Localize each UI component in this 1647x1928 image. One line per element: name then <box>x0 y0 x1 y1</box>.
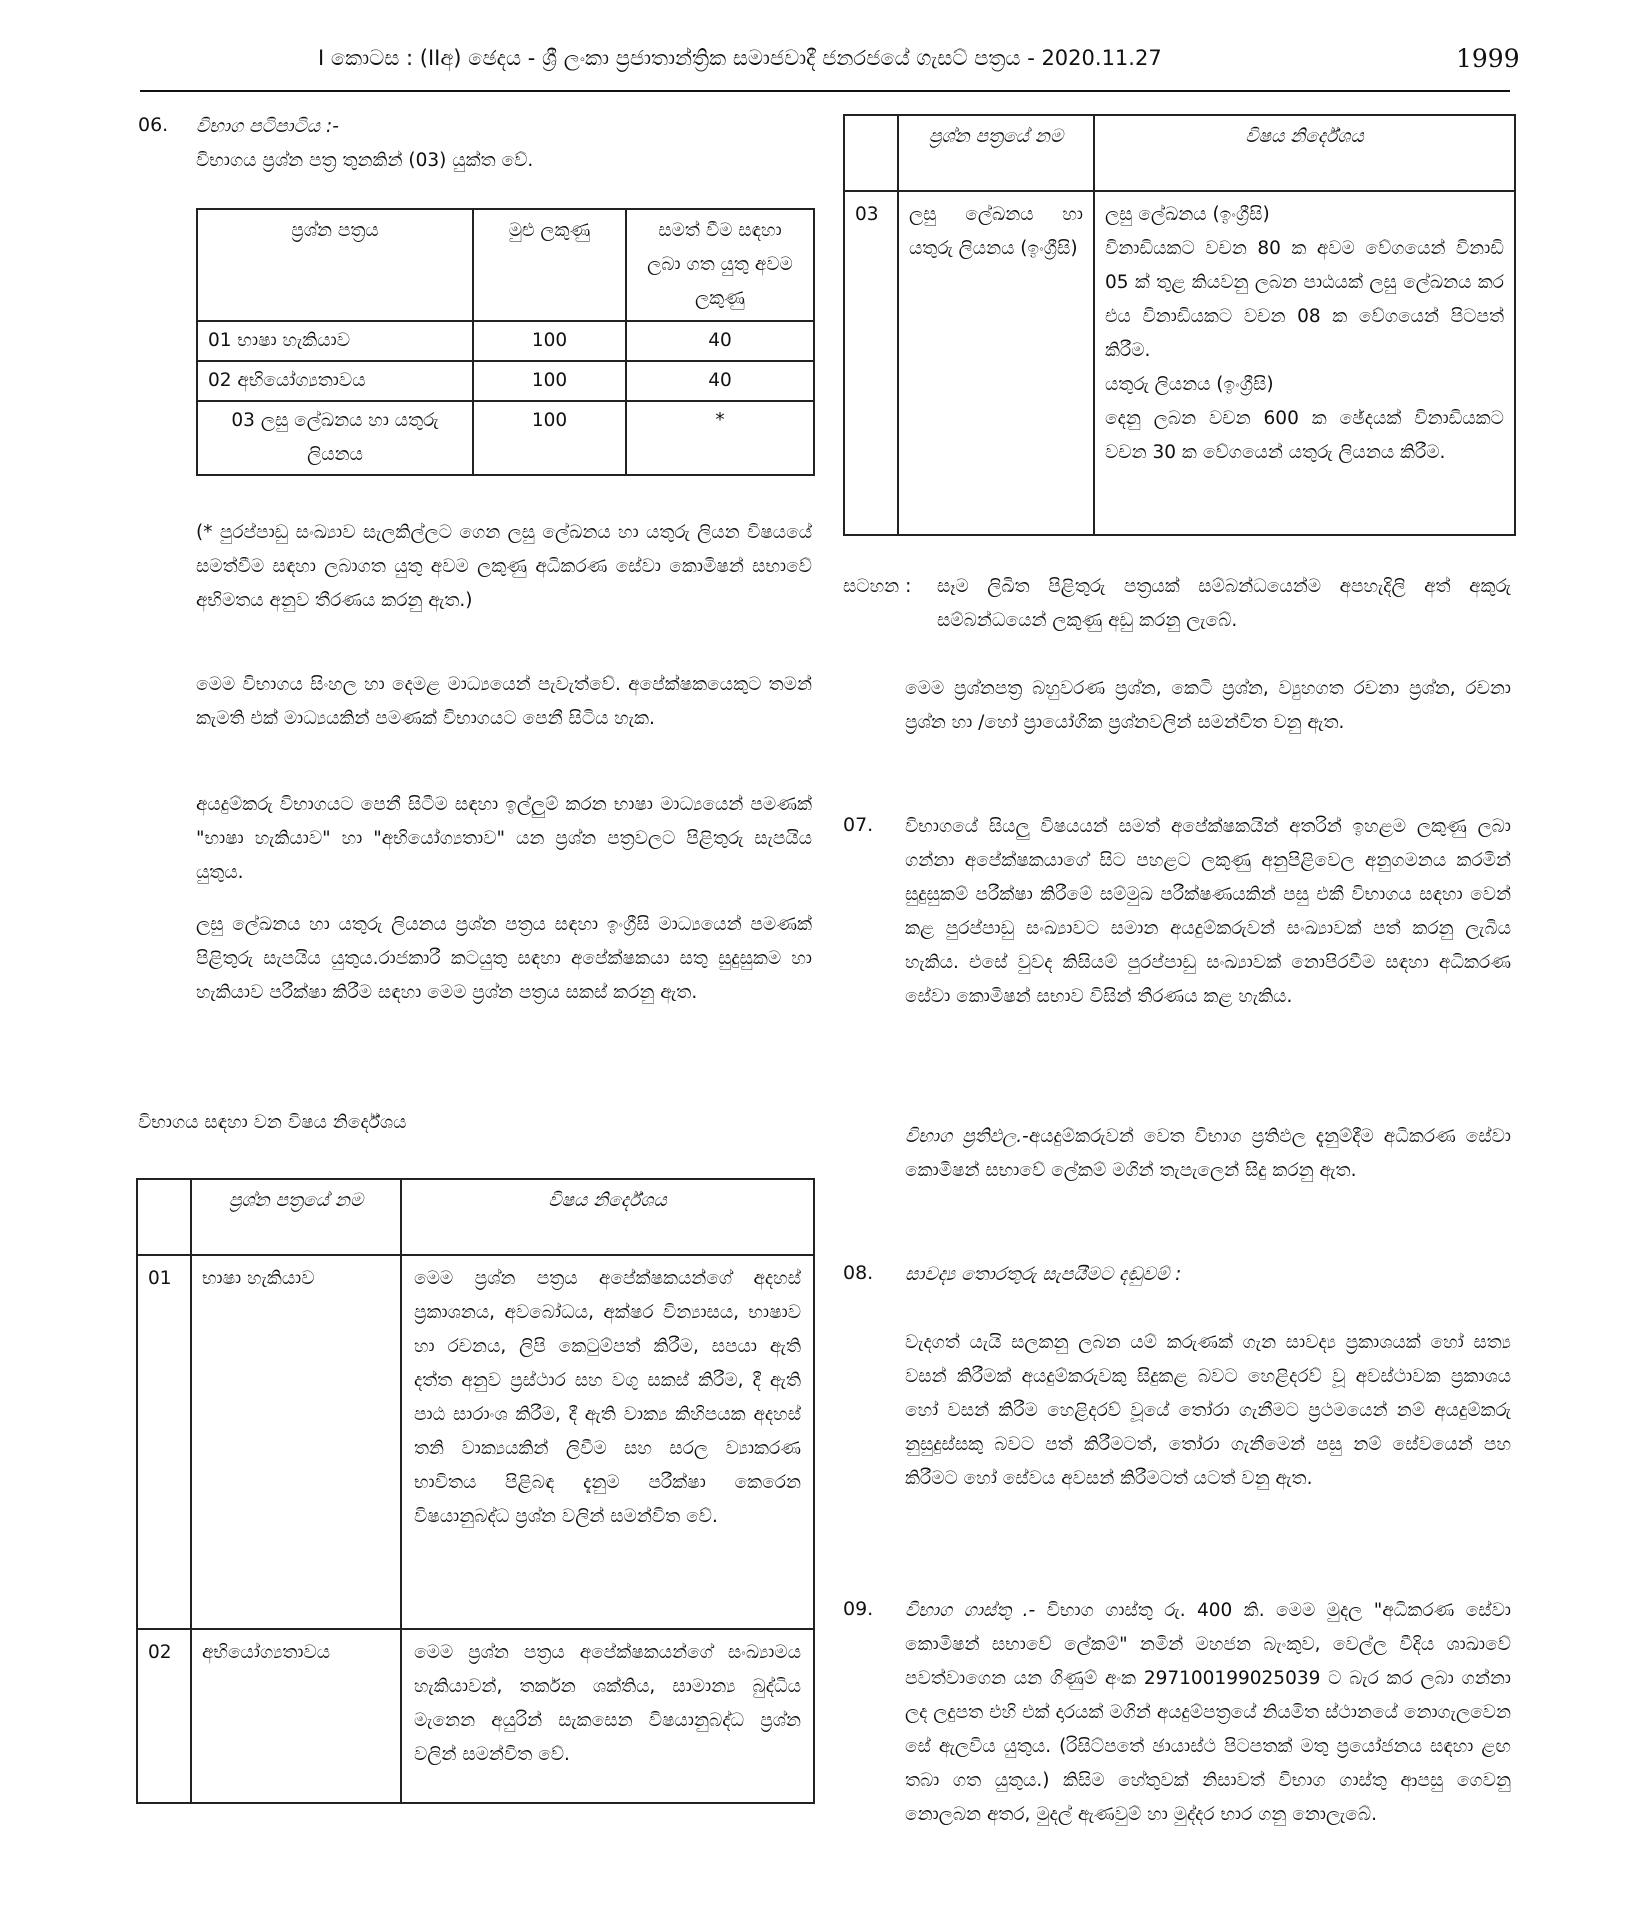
shorthand-description: විනාඩියකට වචන 80 ක අවම වේගයෙන් විනාඩි 05 ක් තුළ කියවනු ලබන පාඨයක් ලසු ලේඛනය කර එය විනාඩියකට වචන 08 ක වේගයෙන් පිටපත් කිරීම. <box>1105 238 1504 361</box>
section-08-number: 08. <box>843 1262 874 1284</box>
table-row <box>197 321 814 361</box>
marks-paper-cell: 02 අභියෝග්‍යතාවය <box>197 361 473 401</box>
marks-table <box>196 208 815 476</box>
section-09-text: විභාග ගාස්තු රු. 400 කි. මෙම මුදල "අධිකරණ සේවා කොමිෂන් සභාවේ ලේකම්" නමින් මහජන බැංකුව, වෙල්ල වීදිය ශාඛාවේ පවත්වාගෙන යන ගිණුම් අංක 297100199025039 ට බැර කර ලබා ගන්නා ලද ලදුපත එහි එක් දාරයක් මගින් අයදුම්පත්‍රයේ නියමිත ස්ථානයේ නොගැලවෙන සේ ඇලවිය යුතුය. (රිසිට්පතේ ඡායාස්ථ පිටපතක් මතු ප්‍රයෝජනය සඳහා ළඟ තබා ගත යුතුය.) කිසිම හේතුවක් නිසාවත් විභාග ගාස්තු ආපසු ගෙවනු නොලබන අතර, මුදල් ඇණවුම් හා මුද්දර භාර ගනු නොලැබේ. <box>905 1600 1511 1825</box>
marks-paper-cell: 03 ලසු ලේඛනය හා යතුරු ලියනය <box>197 401 473 475</box>
marks-total-cell: 100 <box>473 401 626 475</box>
syllabus-col-no <box>137 1179 191 1255</box>
results-paragraph <box>905 1120 1511 1188</box>
syllabus-col-name: ප්‍රශ්න පත්‍රයේ නම <box>191 1179 401 1255</box>
syllabus-no-cell: 01 <box>137 1255 191 1629</box>
marks-total-cell: 100 <box>473 361 626 401</box>
marks-col-pass: සමත් වීම සඳහා ලබා ගත යුතු අවම ලකුණු <box>626 209 814 321</box>
typing-description: දෙනු ලබන වචන 600 ක ඡේදයක් විනාඩියකට වචන 30 ක වේගයෙන් යතුරු ලියනය කිරීම. <box>1105 408 1504 463</box>
marks-paper-cell: 01 භාෂා හැකියාව <box>197 321 473 361</box>
note-paragraph: මෙම ප්‍රශ්නපත්‍ර බහුවරණ ප්‍රශ්න, කෙටි ප්‍රශ්න, ව්‍යුහගත රචනා ප්‍රශ්න, රචනා ප්‍රශ්න හා /හෝ ප්‍රායෝගික ප්‍රශ්නවලින් සමන්විත වනු ඇත. <box>905 678 1511 733</box>
syllabus-table-header <box>844 115 1515 191</box>
table-row <box>844 191 1515 535</box>
syllabus-col-no <box>844 115 898 191</box>
section-06-title: විභාග පටිපාටිය :- <box>196 116 339 137</box>
marks-pass-cell: * <box>626 401 814 475</box>
table-row <box>197 361 814 401</box>
section-06-intro: විභාගය ප්‍රශ්න පත්‍ර තුනකින් (03) යුක්ත වේ. <box>196 150 534 171</box>
section-08-title: සාවද්‍ය තොරතුරු සැපයීමට දඬුවම් : <box>905 1264 1182 1285</box>
syllabus-no-cell: 03 <box>844 191 898 535</box>
syllabus-desc-cell: මෙම ප්‍රශ්න පත්‍රය අපේක්ෂකයන්ගේ අදහස් ප්‍රකාශනය, අවබෝධය, අක්ෂර වින්‍යාසය, භාෂාව හා රචනය, ලිපි කෙටුම්පත් කිරීම, සපයා ඇති දත්ත අනුව ප්‍රස්ථාර සහ වගු සකස් කිරීම, දී ඇති පාඨ සාරාංශ කිරීම, දී ඇති වාක්‍ය කිහිපයක අදහස් තනි වාක්‍යයකින් ලිවීම සහ සරල ව්‍යාකරණ භාවිතය පිළිබඳ දැනුම පරීක්ෂා කෙරෙන විෂයානුබද්ධ ප්‍රශ්න වලින් සමන්විත වේ. <box>401 1255 814 1629</box>
syllabus-table-continued <box>843 114 1516 536</box>
header-divider <box>140 90 1510 92</box>
star-note: (* පුරප්පාඩු සංඛ්‍යාව සැලකිල්ලට ගෙන ලසු ලේඛනය හා යතුරු ලියන විෂයයේ සමත්වීම සඳහා ලබාගත යුතු අවම ලකුණු අධිකරණ සේවා කොමිෂන් සභාවේ අභිමතය අනුව තීරණය කරනු ඇත.) <box>196 522 812 611</box>
page-number: 1999 <box>1456 44 1520 73</box>
section-09-title: විභාග ගාස්තු .- <box>905 1600 1036 1621</box>
marks-col-total: මුළු ලකුණු <box>473 209 626 321</box>
section-07-number: 07. <box>843 814 874 836</box>
syllabus-table <box>136 1178 815 1804</box>
section-08-text: වැදගත් යැයි සලකනු ලබන යම් කරුණක් ගැන සාවද්‍ය ප්‍රකාශයක් හෝ සත්‍ය වසන් කිරීමක් අයදුම්කරුවකු සිදුකළ බවට හෙළිදරව් වූ අවස්ථාවක ප්‍රකාශය හෝ වසන් කිරීම හෙළිදරව් වූයේ තෝරා ගැනීමට ප්‍රථමයෙන් නම් අයදුම්කරු නුසුදුස්සකු බවට පත් කිරීමටත්, තෝරා ගැනීමෙන් පසු නම් සේවයෙන් පහ කිරීමට හෝ සේවය අවසන් කිරීමටත් යටත් වනු ඇත. <box>905 1332 1511 1489</box>
marks-table-header <box>197 209 814 321</box>
syllabus-col-name: ප්‍රශ්න පත්‍රයේ නම <box>898 115 1094 191</box>
table-row <box>197 401 814 475</box>
marks-pass-cell: 40 <box>626 361 814 401</box>
marks-pass-cell: 40 <box>626 321 814 361</box>
results-title: විභාග ප්‍රතිඵල. <box>905 1126 1023 1147</box>
syllabus-table-header <box>137 1179 814 1255</box>
table-row <box>137 1629 814 1803</box>
syllabus-name-cell: ලසු ලේඛනය හා යතුරු ලියනය (ඉංග්‍රීසි) <box>898 191 1094 535</box>
results-text: -අයදුම්කරුවන් වෙත විභාග ප්‍රතිඵල දැනුම්දීම අධිකරණ සේවා කොමිෂන් සභාවේ ලේකම් මගින් තැපැලෙන් සිදු කරනු ඇත. <box>905 1126 1512 1181</box>
syllabus-desc-cell: මෙම ප්‍රශ්න පත්‍රය අපේක්ෂකයන්ගේ සංඛ්‍යාමය හැකියාවන්, තර්කන ශක්තිය, සාමාන්‍ය බුද්ධිය මැනෙන අයුරින් සැකසෙන විෂයානුබද්ධ ප්‍රශ්න වලින් සමන්විත වේ. <box>401 1629 814 1803</box>
section-09-paragraph <box>905 1594 1511 1832</box>
medium-paragraph: මෙම විභාගය සිංහල හා දෙමළ මාධ්‍යයෙන් පැවැත්වේ. අපේක්ෂකයෙකුට තමන් කැමති එක් මාධ්‍යයකින් පමණක් විභාගයට පෙනී සිටිය හැක. <box>196 674 812 729</box>
note-text: සෑම ලිඛිත පිළිතුරු පත්‍රයක් සම්බන්ධයෙන්ම අපහැදිලි අත් අකුරු සම්බන්ධයෙන් ලකුණු අඩු කරනු ලැබේ. <box>937 576 1511 631</box>
shorthand-paragraph: ලසු ලේඛනය හා යතුරු ලියනය ප්‍රශ්න පත්‍රය සඳහා ඉංග්‍රීසි මාධ්‍යයෙන් පමණක් පිළිතුරු සැපයිය යුතුය.රාජකාරී කටයුතු සඳහා අපේක්ෂකයා සතු සුදුසුකම හා හැකියාව පරීක්ෂා කිරීම සඳහා මෙම ප්‍රශ්න පත්‍රය සකස් කරනු ඇත. <box>196 914 812 1003</box>
syllabus-name-cell: අභියෝග්‍යතාවය <box>191 1629 401 1803</box>
table-row <box>137 1255 814 1629</box>
syllabus-col-desc: විෂය නිර්දේශය <box>401 1179 814 1255</box>
syllabus-no-cell: 02 <box>137 1629 191 1803</box>
syllabus-col-desc: විෂය නිර්දේශය <box>1094 115 1515 191</box>
gazette-header-title: I කොටස : (IIඅ) ඡෙදය - ශ්‍රී ලංකා ප්‍රජාතාන්ත්‍රික සමාජවාදී ජනරජයේ ගැසට් පත්‍රය - 2020.11.27 <box>318 46 1162 70</box>
typing-heading: යතුරු ලියනය (ඉංග්‍රීසි) <box>1105 374 1274 395</box>
paper-language-paragraph: අයදුම්කරු විභාගයට පෙනී සිටීම සඳහා ඉල්ලුම් කරන භාෂා මාධ්‍යයෙන් පමණක් "භාෂා හැකියාව" හා "අභියෝග්‍යතාව" යන ප්‍රශ්න පත්‍රවලට පිළිතුරු සැපයිය යුතුය. <box>196 794 812 883</box>
syllabus-heading: විභාගය සඳහා වන විෂය නිර්දේශය <box>138 1112 407 1133</box>
section-06-number: 06. <box>138 114 169 136</box>
section-07-text: විභාගයේ සියලු විෂයයන් සමත් අපේක්ෂකයින් අතරින් ඉහළම ලකුණු ලබා ගන්නා අපේක්ෂකයාගේ සිට පහළට ලකුණු අනුපිළිවෙල අනුගමනය කරමින් සුදුසුකම් පරීක්ෂා කිරීමේ සම්මුඛ පරීක්ෂණයකින් පසු එකී විභාගය සඳහා වෙන් කළ පුරප්පාඩු සංඛ්‍යාවට සමාන අයදුම්කරුවන් සංඛ්‍යාවක් පත් කරනු ලැබිය හැකිය. එසේ වුවද කිසියම් පුරප්පාඩු සංඛ්‍යාවක් නොපිරවීම සඳහා අධිකරණ සේවා කොමිෂන් සභාව විසින් තීරණය කළ හැකිය. <box>905 816 1511 1007</box>
shorthand-heading: ලසු ලේඛනය (ඉංග්‍රීසි) <box>1105 204 1270 225</box>
marks-col-paper: ප්‍රශ්න පත්‍රය <box>197 209 473 321</box>
note-label: සටහන : <box>843 576 912 597</box>
syllabus-desc-cell <box>1094 191 1515 535</box>
section-09-number: 09. <box>843 1598 874 1620</box>
syllabus-name-cell: භාෂා හැකියාව <box>191 1255 401 1629</box>
marks-total-cell: 100 <box>473 321 626 361</box>
